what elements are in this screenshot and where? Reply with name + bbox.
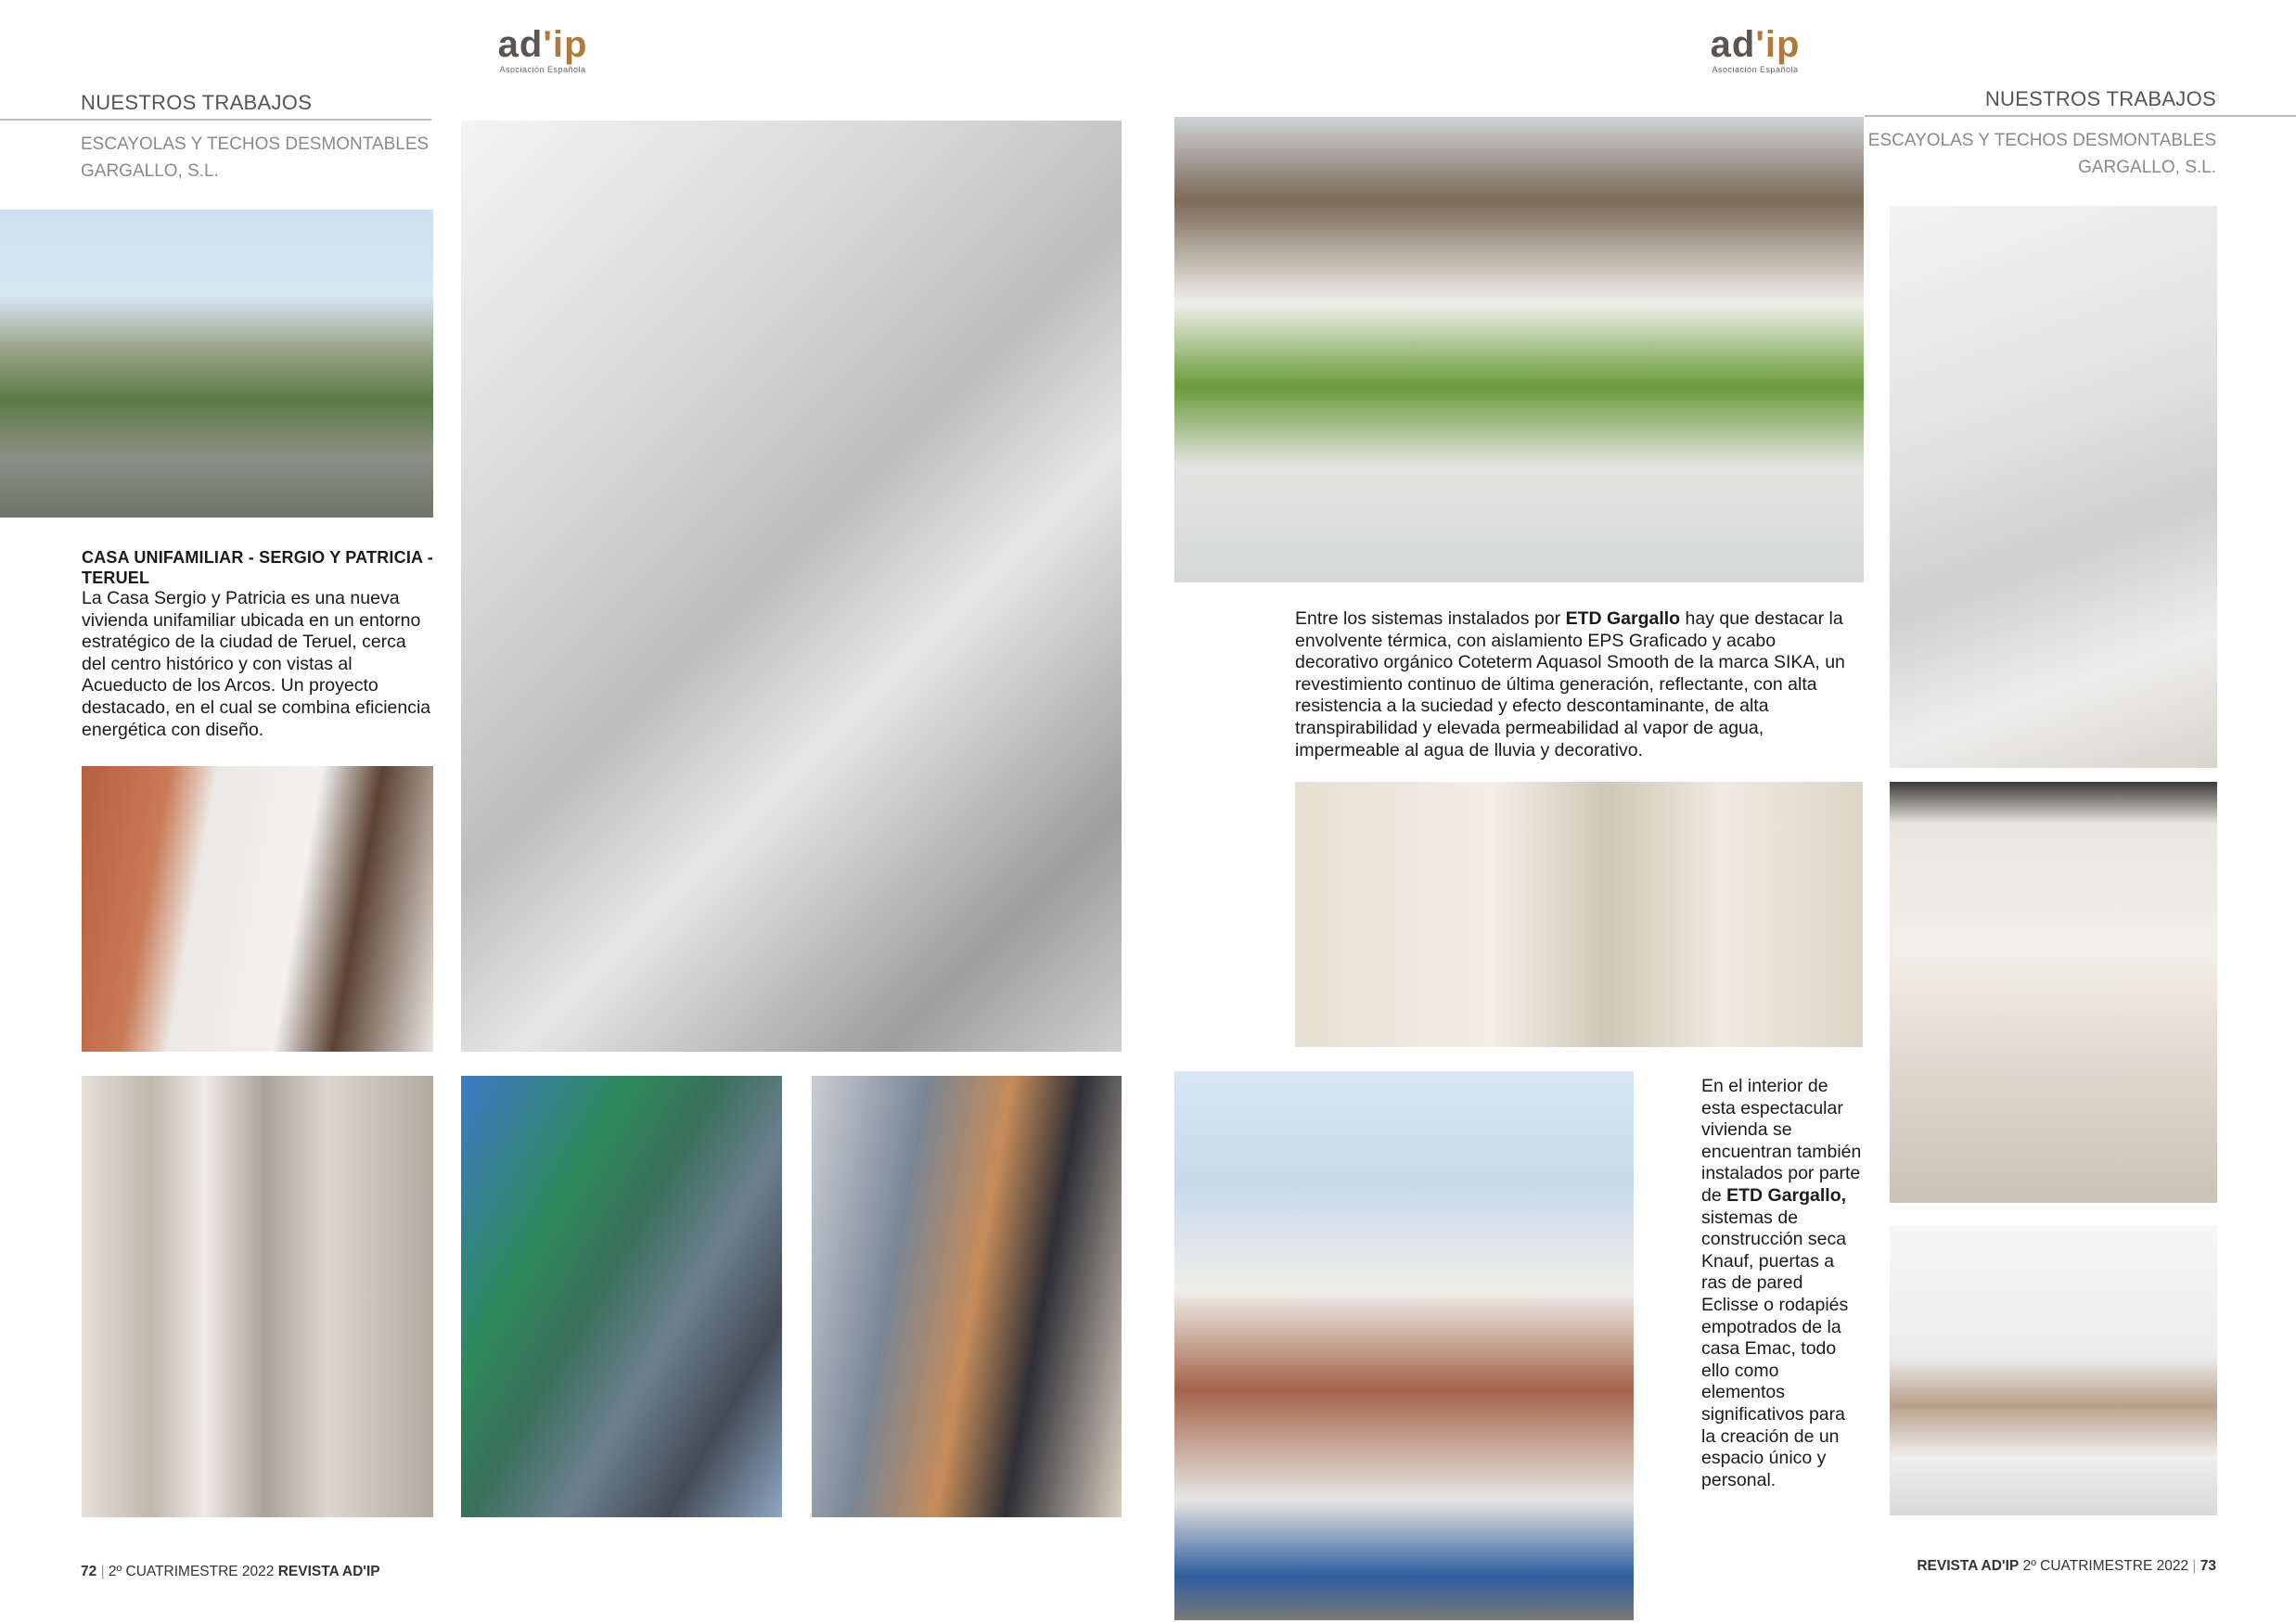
section-sub-left-1: ESCAYOLAS Y TECHOS DESMONTABLES xyxy=(81,134,430,154)
footer-right: REVISTA AD'IP 2º CUATRIMESTRE 2022 | 73 xyxy=(1917,1558,2216,1574)
section-rule-left xyxy=(0,119,431,121)
terrace-photo xyxy=(1174,117,1864,582)
interior-ceiling-photo xyxy=(1890,782,2217,1203)
footer-left: 72 | 2º CUATRIMESTRE 2022 REVISTA AD'IP xyxy=(81,1564,380,1579)
section-title-right: NUESTROS TRABAJOS xyxy=(1984,87,2216,110)
issue-left: 2º CUATRIMESTRE 2022 xyxy=(108,1564,275,1579)
section-sub-right-1: ESCAYOLAS Y TECHOS DESMONTABLES xyxy=(1867,131,2216,150)
aqueduct-photo xyxy=(0,210,433,518)
magazine-right: REVISTA AD'IP xyxy=(1917,1558,2020,1574)
adip-logo-mark: ad'ip xyxy=(1710,24,1801,65)
section-title-left: NUESTROS TRABAJOS xyxy=(81,91,313,114)
interior-shelves-photo xyxy=(1890,206,2217,768)
article-body: La Casa Sergio y Patricia es una nueva vivienda unifamiliar ubicada en un entorno estratégico de la ciudad de Teruel, cerca del centro histórico y con vistas al Acueducto de los Arcos. Un proyecto destacado, en el cual se combina eficiencia energética con diseño. xyxy=(82,588,431,740)
section-rule-right xyxy=(1865,115,2296,117)
scaffold-net-photo xyxy=(461,1076,782,1517)
section-sub-left-2: GARGALLO, S.L. xyxy=(81,161,219,181)
company-name: ETD Gargallo, xyxy=(1726,1184,1847,1206)
magazine-left: REVISTA AD'IP xyxy=(277,1564,380,1579)
company-name: ETD Gargallo xyxy=(1565,608,1681,629)
adip-logo-right xyxy=(1690,26,1820,74)
facade-photo xyxy=(82,766,433,1052)
article-text-right-1: Entre los sistemas instalados por ETD Gargallo hay que destacar la envolvente térmica, con aislamiento EPS Graficado y acabo decorativo orgánico Coteterm Aquasol Smooth de la marca SIKA, un revestimiento continuo de última generación, reflectante, con alta resistencia a la suciedad y efecto descontaminante, de alta transpirabilidad y elevada permeabilidad al vapor de agua, impermeable al agua de lluvia y decorativo. xyxy=(1295,608,1845,760)
interior-window-photo xyxy=(1890,1226,2217,1515)
drywall-room-photo xyxy=(1295,782,1863,1047)
page-number-left: 72 xyxy=(81,1564,97,1579)
issue-right: 2º CUATRIMESTRE 2022 xyxy=(2022,1558,2189,1574)
atrium-photo xyxy=(461,121,1122,1052)
section-sub-right-2: GARGALLO, S.L. xyxy=(2078,158,2216,177)
house-lift-photo xyxy=(1174,1071,1634,1620)
article-text-left xyxy=(82,547,434,741)
article-title: CASA UNIFAMILIAR - SERGIO Y PATRICIA - TERUEL xyxy=(82,548,433,587)
adip-logo-tagline: Asociación Española xyxy=(1712,65,1799,74)
adip-logo-tagline: Asociación Española xyxy=(499,65,586,74)
fins-photo xyxy=(82,1076,433,1517)
scaffold-photo xyxy=(812,1076,1122,1517)
adip-logo-left xyxy=(478,26,608,74)
page-number-right: 73 xyxy=(2200,1558,2216,1574)
article-text-right-2: En el interior de esta espectacular vivienda se encuentran también instalados por parte de ETD Gargallo, sistemas de construcción seca Knauf, puertas a ras de pared Eclisse o rodapiés empotrados de la casa Emac, todo ello como elementos significativos para la creación de un espacio único y personal. xyxy=(1701,1076,1862,1490)
adip-logo-mark: ad'ip xyxy=(497,24,588,65)
